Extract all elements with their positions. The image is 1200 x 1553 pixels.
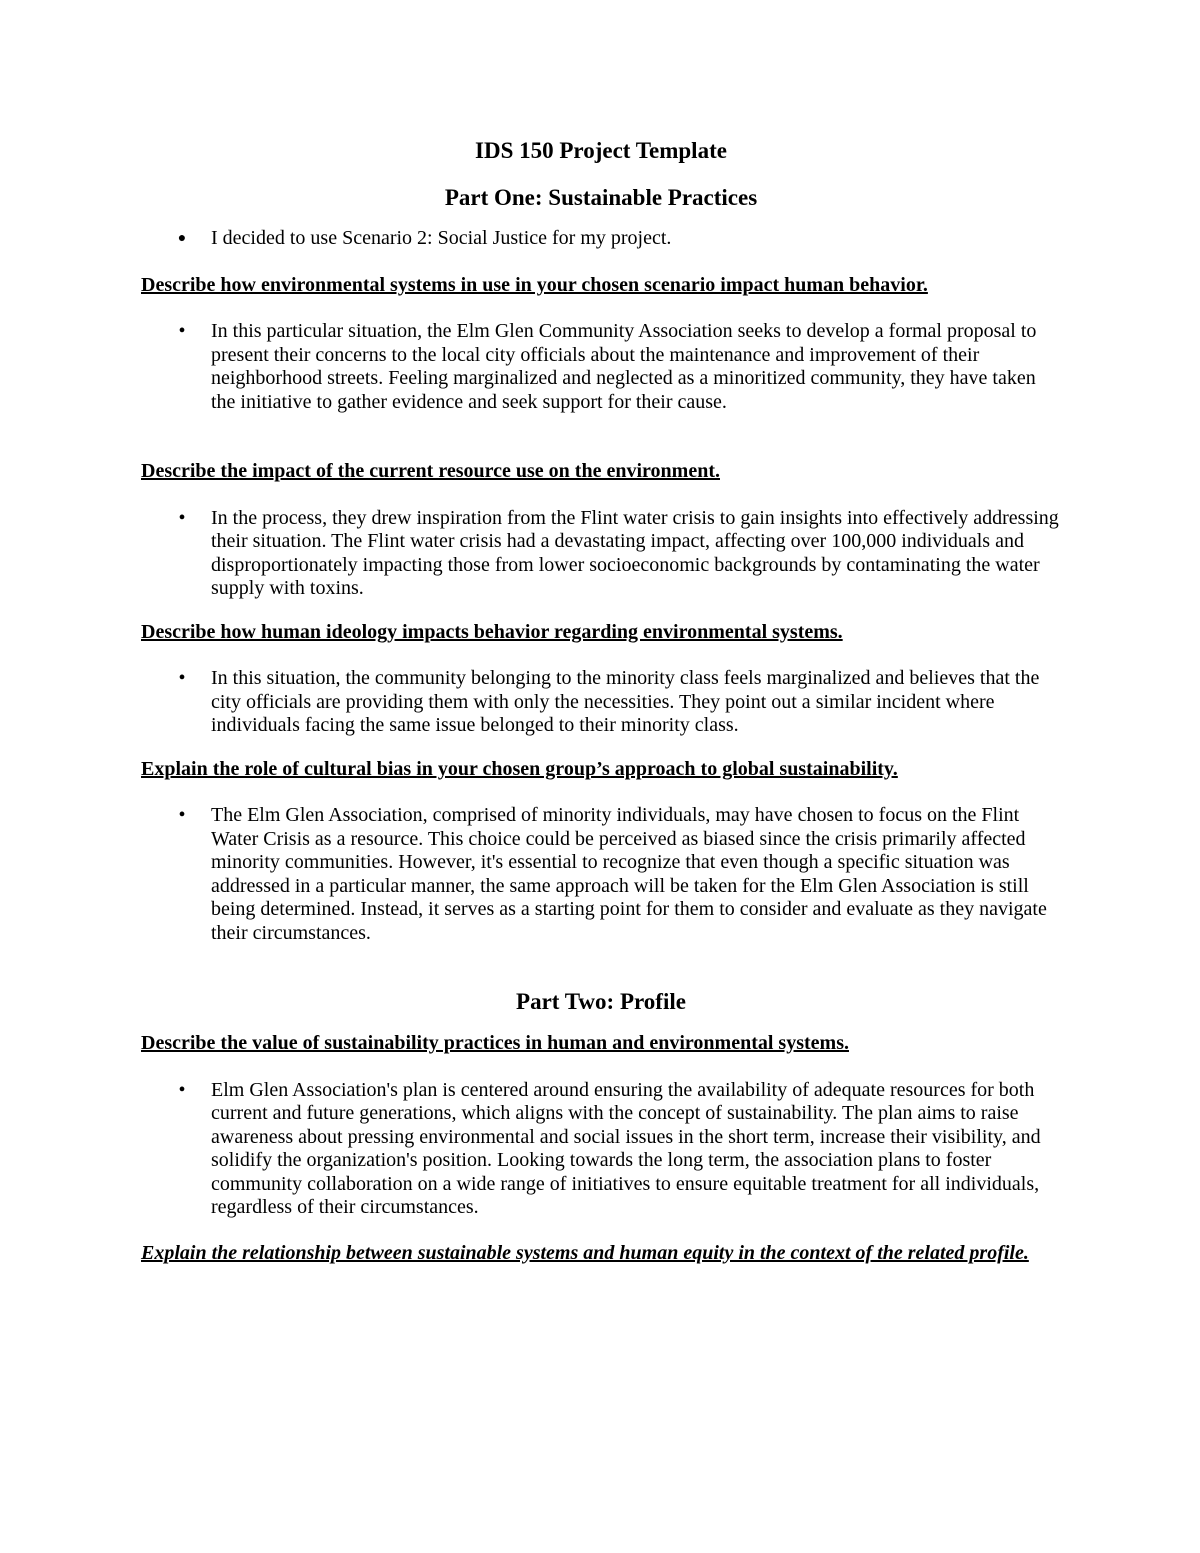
scenario-text: I decided to use Scenario 2: Social Justice for my project. [211, 227, 672, 249]
bullet-icon: ● [177, 231, 187, 246]
document-page [141, 134, 1061, 1265]
bullet-icon: • [178, 804, 186, 826]
section-bullet-3 [141, 667, 1061, 738]
bullet-icon: • [178, 320, 186, 342]
section-bullet-text-2: In the process, they drew inspiration from the Flint water crisis to gain insights into effectively addressing their situation. The Flint water crisis had a devastating impact, affecting over 100,000 individuals and disproportionately impacting those from lower socioeconomic backgrounds by contaminating the water supply with toxins. [211, 506, 1059, 599]
bullet-icon: • [178, 506, 186, 529]
scenario-bullet [141, 227, 1061, 251]
part-two-heading-1: Describe the value of sustainability practices in human and environmental systems. [141, 1032, 849, 1054]
section-bullet-text-3: In this situation, the community belonging to the minority class feels marginalized and believes that the city officials are providing them with only the necessities. They point out a similar incident where individuals facing the same issue belonged to their minority class. [211, 667, 1040, 736]
part-two-bullet-1 [141, 1079, 1061, 1220]
bullet-icon: • [178, 667, 186, 689]
part-two-title: Part Two: Profile [516, 989, 686, 1014]
document-title: IDS 150 Project Template [475, 138, 727, 163]
section-bullet-2 [141, 507, 1061, 601]
section-bullet-text-4: The Elm Glen Association, comprised of minority individuals, may have chosen to focus on the Flint Water Crisis as a resource. This choice could be perceived as biased since the crisis primarily affected minority communities. However, it's essential to recognize that even though a specific situation was addressed in a particular manner, the same approach will be taken for the Elm Glen Association is still being determined. Instead, it serves as a starting point for them to consider and evaluate as they navigate their circumstances. [211, 804, 1047, 944]
section-bullet-text-1: In this particular situation, the Elm Glen Community Association seeks to develop a formal proposal to present their concerns to the local city officials about the maintenance and improvement of their neighborhood streets. Feeling marginalized and neglected as a minoritized community, they have taken the initiative to gather evidence and seek support for their cause. [211, 320, 1037, 413]
part-two-bullet-text-1: Elm Glen Association's plan is centered around ensuring the availability of adequate resources for both current and future generations, which aligns with the concept of sustainability. The plan aims to raise awareness about pressing environmental and social issues in the short term, increase their visibility, and solidify the organization's position. Looking towards the long term, the association plans to foster community collaboration on a wide range of initiatives to ensure equitable treatment for all individuals, regardless of their circumstances. [211, 1078, 1041, 1218]
section-heading-4: Explain the role of cultural bias in your chosen group’s approach to global sustainability. [141, 757, 898, 780]
section-heading-3: Describe how human ideology impacts behavior regarding environmental systems. [141, 620, 843, 643]
section-bullet-4 [141, 804, 1061, 945]
section-heading-1: Describe how environmental systems in use in your chosen scenario impact human behavior. [141, 273, 928, 296]
section-bullet-1 [141, 320, 1061, 414]
part-one-title: Part One: Sustainable Practices [444, 185, 758, 210]
part-two-heading-2: Explain the relationship between sustainable systems and human equity in the context of the related profile. [141, 1241, 1029, 1264]
bullet-icon: • [178, 1078, 186, 1101]
section-heading-2: Describe the impact of the current resource use on the environment. [141, 460, 720, 482]
